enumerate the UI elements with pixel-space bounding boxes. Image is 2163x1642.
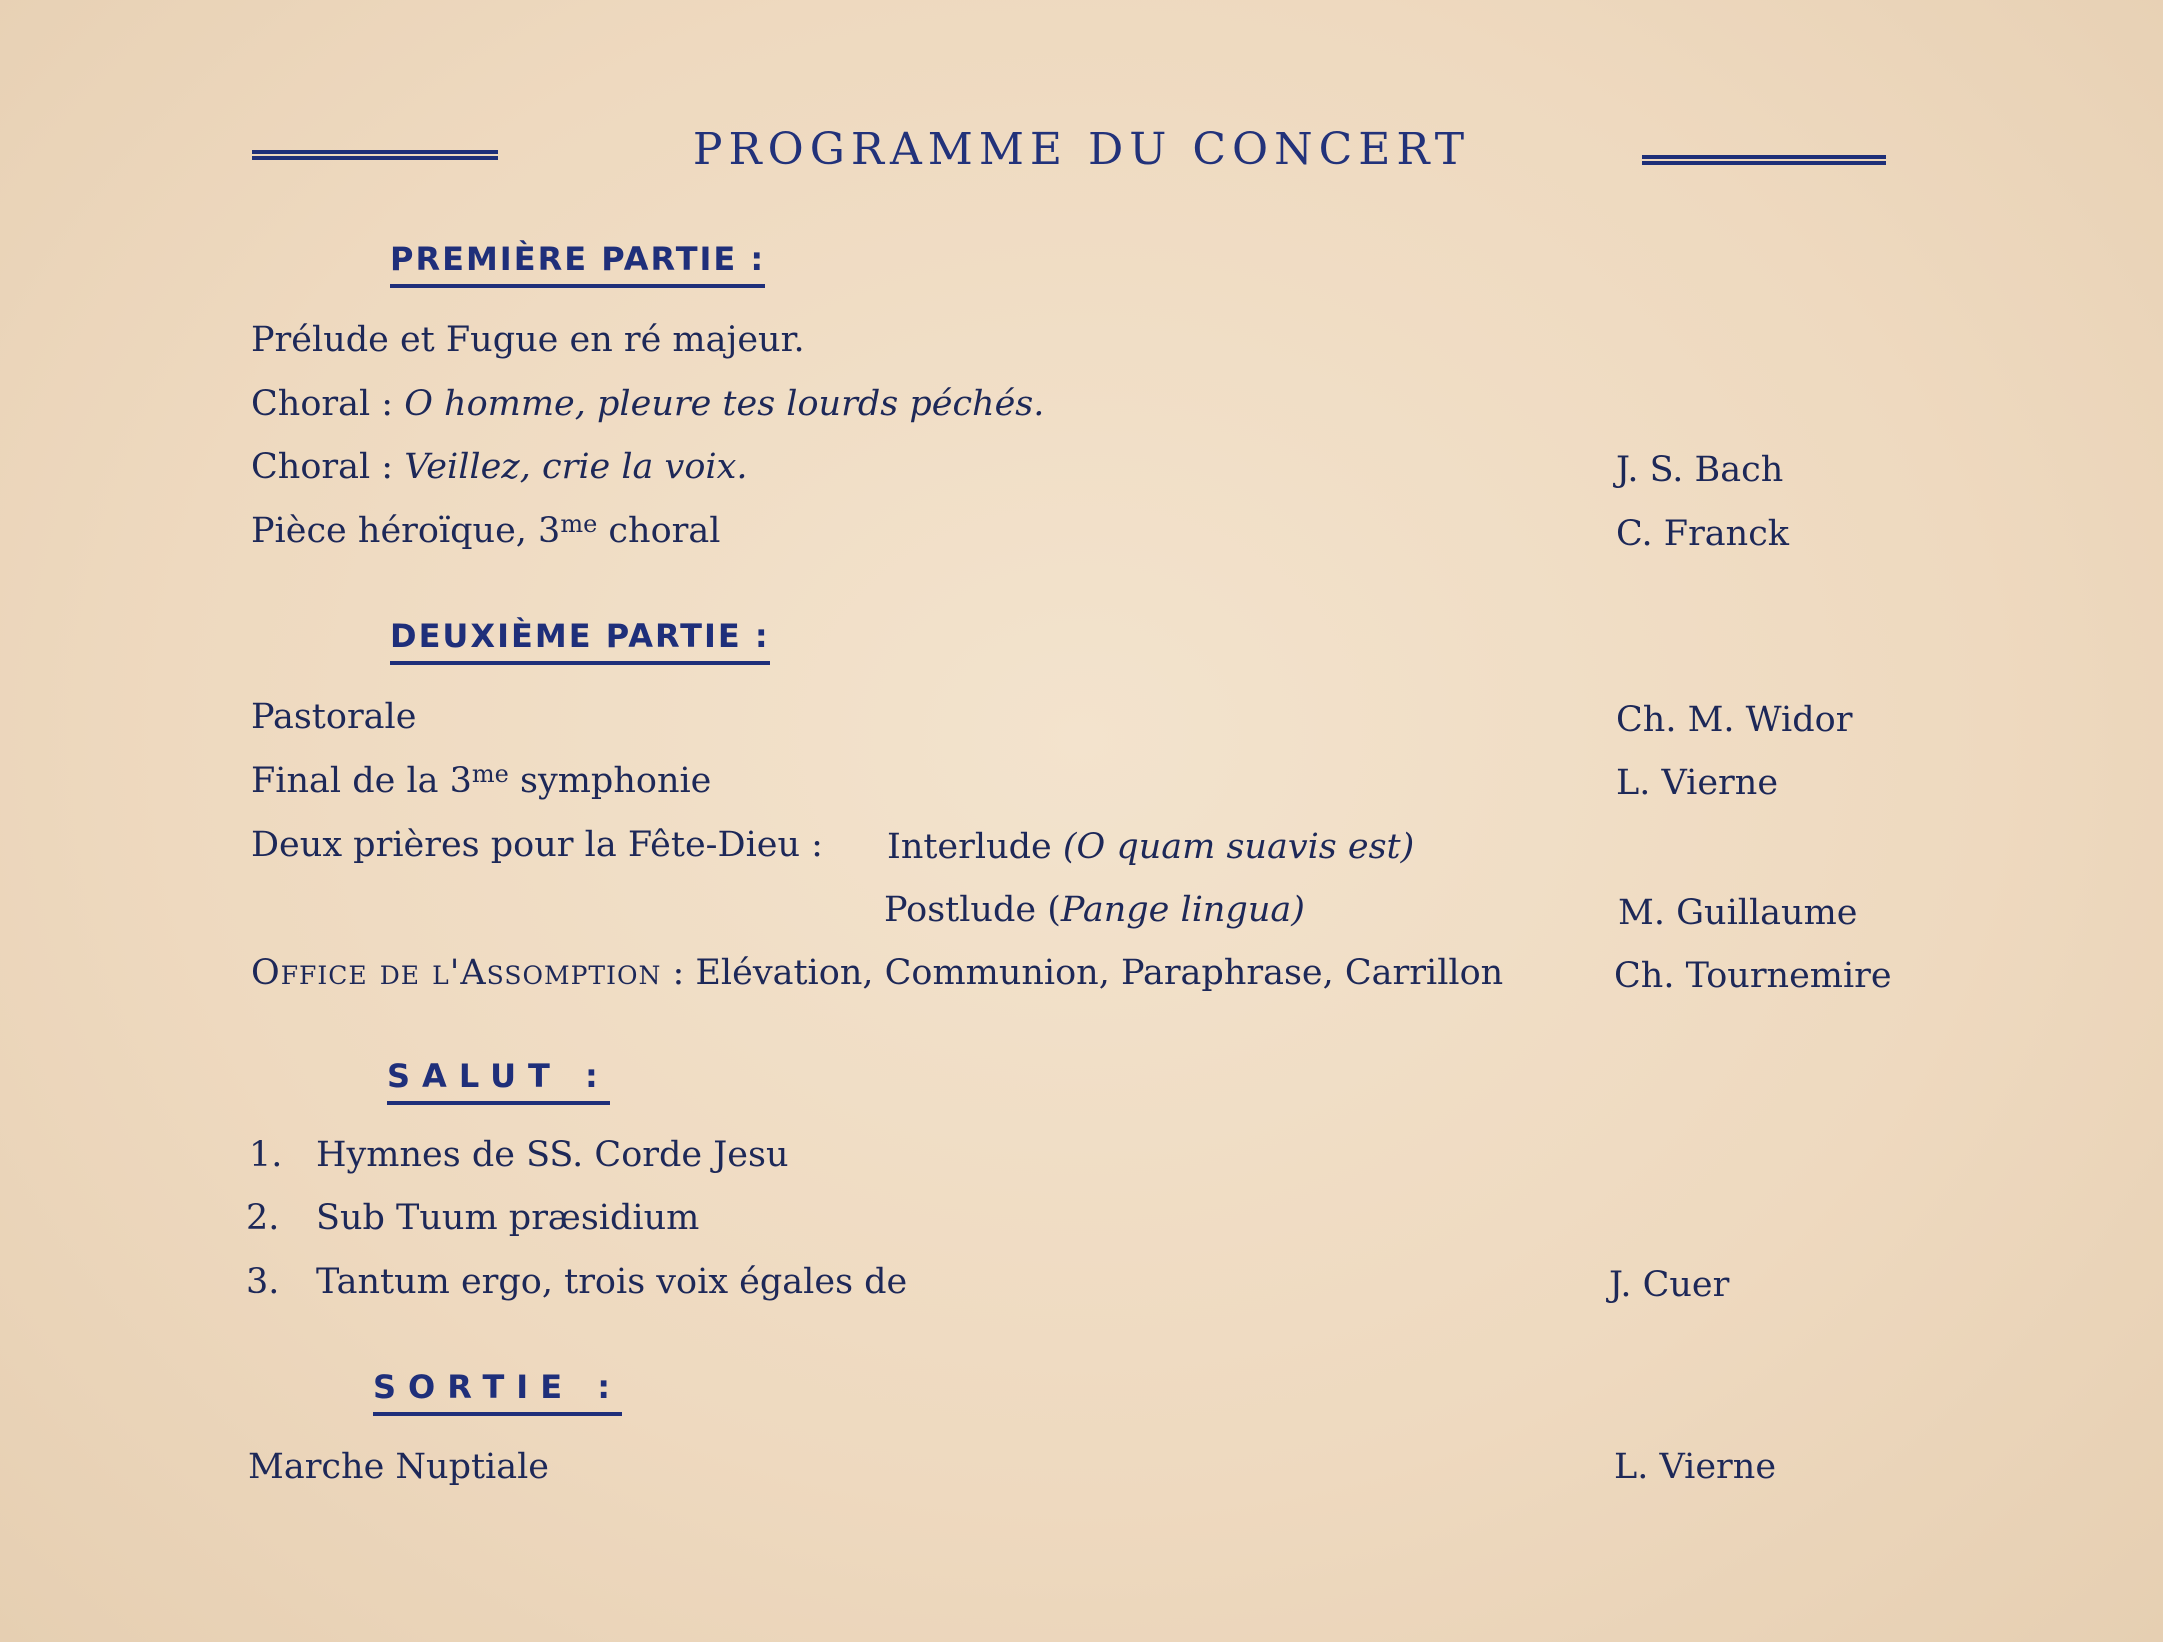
piece-subtitle: (O quam suavis est)	[1062, 827, 1415, 867]
composer-name: J. Cuer	[1609, 1265, 1730, 1305]
list-item-number: 3.	[246, 1262, 280, 1302]
programme-line	[251, 510, 720, 551]
list-item: Hymnes de SS. Corde Jesu	[316, 1135, 789, 1175]
piece-title: Pièce héroïque, 3	[251, 511, 561, 551]
piece-title: Marche Nuptiale	[248, 1447, 550, 1487]
programme-line	[251, 447, 747, 487]
section-heading-salut: SALUT :	[387, 1057, 610, 1105]
piece-title: Veillez, crie la voix.	[404, 447, 748, 487]
composer-name: J. S. Bach	[1616, 450, 1784, 490]
piece-title: : Elévation, Communion, Paraphrase, Carrillon	[661, 953, 1504, 993]
piece-title: Interlude	[887, 827, 1063, 867]
programme-line	[251, 320, 805, 360]
programme-line	[887, 827, 1414, 867]
composer-name: C. Franck	[1616, 514, 1790, 554]
piece-title: Final de la 3	[251, 761, 472, 801]
piece-title-end: symphonie	[508, 761, 712, 801]
programme-line	[251, 384, 1044, 424]
programme-line	[251, 697, 416, 737]
page-title: PROGRAMME DU CONCERT	[692, 124, 1471, 175]
list-item-number: 1.	[249, 1135, 283, 1175]
piece-subtitle: Pange lingua)	[1060, 890, 1305, 930]
title-rule-right	[1642, 155, 1886, 165]
ordinal-suffix: me	[471, 760, 509, 788]
composer-name: Ch. Tournemire	[1614, 956, 1892, 996]
piece-title: Postlude (	[884, 890, 1061, 930]
piece-prefix: Choral :	[251, 384, 405, 424]
section-heading-deuxieme: DEUXIÈME PARTIE :	[390, 617, 770, 665]
composer-name: L. Vierne	[1616, 763, 1779, 803]
piece-title: O homme, pleure tes lourds péchés.	[404, 384, 1045, 424]
programme-line	[884, 890, 1305, 930]
piece-title: Pastorale	[251, 697, 417, 737]
piece-title-end: choral	[597, 511, 721, 551]
piece-group-title: Office de l'Assomption	[251, 953, 662, 993]
section-heading-sortie: SORTIE :	[373, 1368, 622, 1416]
ordinal-suffix: me	[560, 510, 598, 538]
list-item: Sub Tuum præsidium	[316, 1198, 700, 1238]
piece-prefix: Choral :	[251, 447, 405, 487]
composer-name: L. Vierne	[1614, 1447, 1777, 1487]
list-item-number: 2.	[246, 1198, 280, 1238]
composer-name: Ch. M. Widor	[1616, 700, 1853, 740]
composer-name: M. Guillaume	[1618, 893, 1858, 933]
programme-line	[248, 1447, 549, 1487]
piece-title: Prélude et Fugue en ré majeur.	[251, 320, 805, 360]
piece-group-title: Deux prières pour la Fête-Dieu :	[251, 825, 823, 865]
programme-line	[251, 825, 823, 865]
section-heading-premiere: PREMIÈRE PARTIE :	[390, 240, 765, 288]
list-item: Tantum ergo, trois voix égales de	[316, 1262, 908, 1302]
programme-line	[251, 760, 711, 801]
programme-line	[251, 953, 1503, 993]
